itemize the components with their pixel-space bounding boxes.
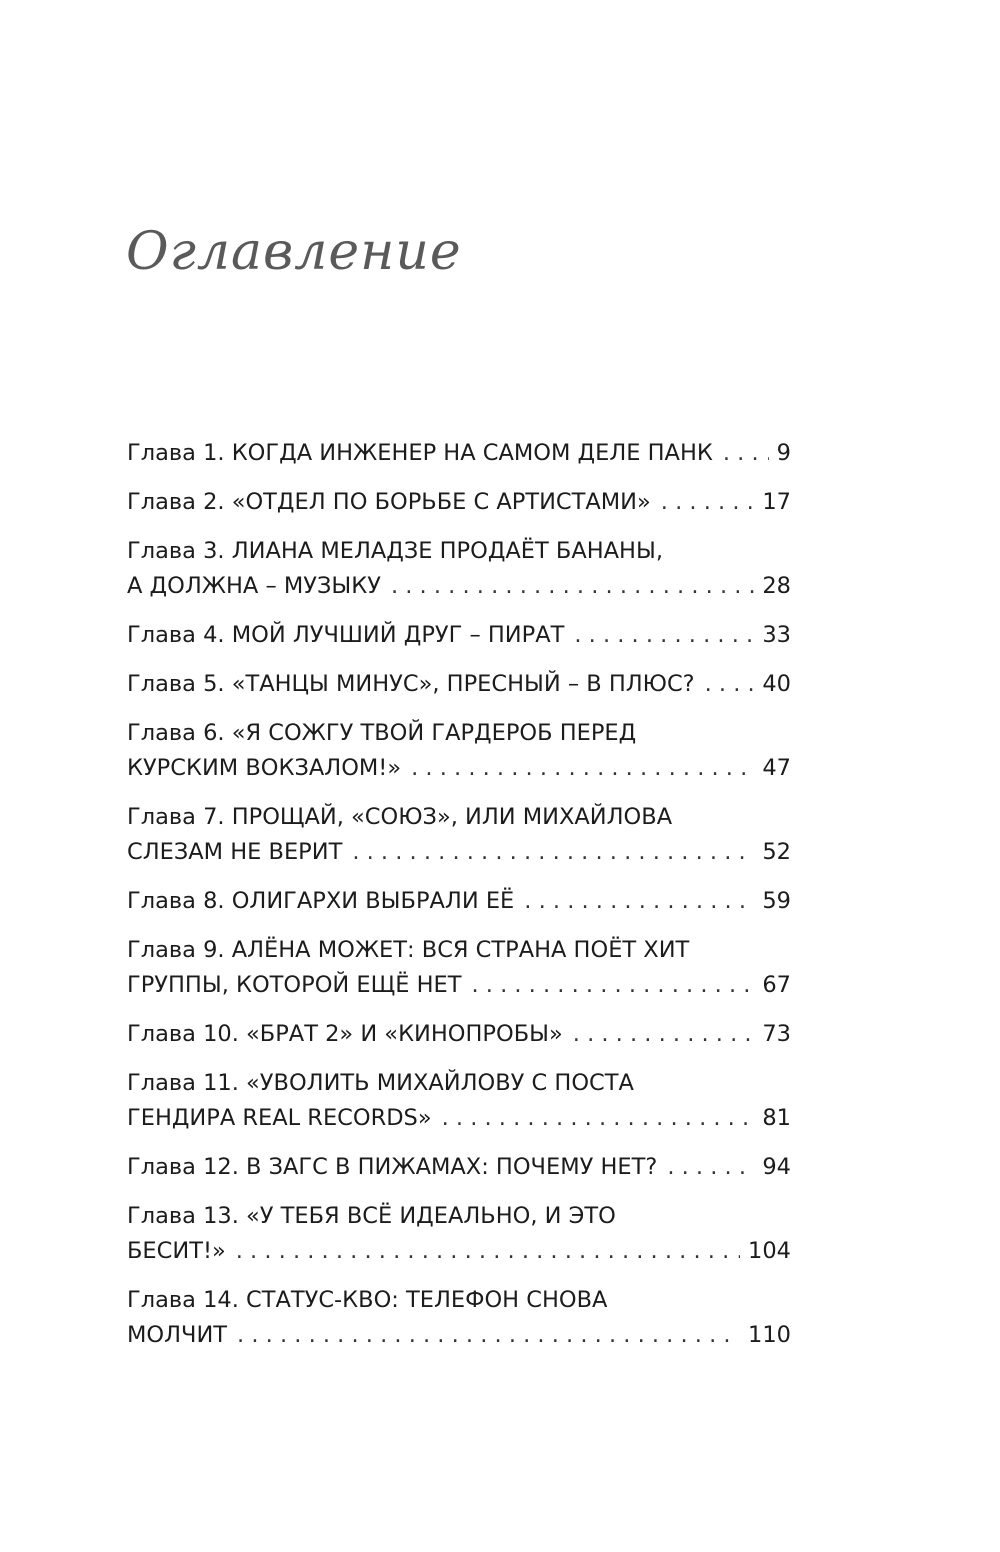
toc-entry-line bbox=[127, 1150, 791, 1185]
toc-entry-line bbox=[127, 485, 791, 520]
toc-entry-title: Глава 14. СТАТУС-КВО: ТЕЛЕФОН СНОВА bbox=[127, 1287, 608, 1313]
toc-entry-line bbox=[127, 1101, 791, 1136]
toc-entry[interactable] bbox=[127, 667, 791, 702]
toc-entry-title: Глава 9. АЛЁНА МОЖЕТ: ВСЯ СТРАНА ПОЁТ ХИТ bbox=[127, 937, 690, 963]
dot-leader bbox=[442, 1101, 755, 1136]
toc-entry[interactable] bbox=[127, 534, 791, 604]
toc-entry-title: ГЕНДИРА REAL RECORDS» bbox=[127, 1105, 432, 1131]
toc-entry-line bbox=[127, 1283, 791, 1318]
toc-page-number: 40 bbox=[762, 671, 791, 697]
toc-entry-title: Глава 7. ПРОЩАЙ, «СОЮЗ», ИЛИ МИХАЙЛОВА bbox=[127, 804, 673, 830]
page-title: Оглавление bbox=[126, 222, 462, 282]
toc-entry-title: Глава 12. В ЗАГС В ПИЖАМАХ: ПОЧЕМУ НЕТ? bbox=[127, 1154, 658, 1180]
dot-leader bbox=[524, 884, 754, 919]
toc-entry-line bbox=[127, 884, 791, 919]
toc-entry[interactable] bbox=[127, 800, 791, 870]
toc-page-number: 81 bbox=[762, 1105, 791, 1131]
toc-entry-title: Глава 3. ЛИАНА МЕЛАДЗЕ ПРОДАЁТ БАНАНЫ, bbox=[127, 538, 663, 564]
dot-leader bbox=[667, 1150, 754, 1185]
toc-page-number: 110 bbox=[748, 1322, 791, 1348]
dot-leader bbox=[391, 569, 754, 604]
dot-leader bbox=[352, 835, 754, 870]
toc-page-number: 67 bbox=[762, 972, 791, 998]
toc-entry-title: Глава 4. МОЙ ЛУЧШИЙ ДРУГ – ПИРАТ bbox=[127, 622, 565, 648]
toc-entry-title: Глава 13. «У ТЕБЯ ВСЁ ИДЕАЛЬНО, И ЭТО bbox=[127, 1203, 616, 1229]
toc-entry-title: Глава 10. «БРАТ 2» И «КИНОПРОБЫ» bbox=[127, 1021, 563, 1047]
toc-entry-line bbox=[127, 968, 791, 1003]
toc-entry-title: СЛЕЗАМ НЕ ВЕРИТ bbox=[127, 839, 343, 865]
toc-entry[interactable] bbox=[127, 1283, 791, 1353]
dot-leader bbox=[573, 1017, 755, 1052]
toc-entry-title: А ДОЛЖНА – МУЗЫКУ bbox=[127, 573, 381, 599]
toc-entry[interactable] bbox=[127, 933, 791, 1003]
toc-page-number: 9 bbox=[776, 440, 791, 466]
toc-entry-line bbox=[127, 618, 791, 653]
toc-entry-line bbox=[127, 1234, 791, 1269]
toc-entry-line bbox=[127, 534, 791, 569]
toc-entry-title: Глава 8. ОЛИГАРХИ ВЫБРАЛИ ЕЁ bbox=[127, 888, 515, 914]
toc-entry-line bbox=[127, 1017, 791, 1052]
toc-entry-line bbox=[127, 436, 791, 471]
dot-leader bbox=[705, 667, 755, 702]
toc-entry-title: ГРУППЫ, КОТОРОЙ ЕЩЁ НЕТ bbox=[127, 972, 462, 998]
table-of-contents bbox=[127, 436, 791, 1367]
toc-entry-line bbox=[127, 667, 791, 702]
dot-leader bbox=[723, 436, 769, 471]
toc-page-number: 33 bbox=[762, 622, 791, 648]
dot-leader bbox=[574, 618, 754, 653]
toc-page-number: 47 bbox=[762, 755, 791, 781]
toc-entry[interactable] bbox=[127, 1017, 791, 1052]
dot-leader bbox=[411, 751, 754, 786]
toc-entry-title: БЕСИТ!» bbox=[127, 1238, 226, 1264]
toc-entry-line bbox=[127, 1066, 791, 1101]
toc-entry[interactable] bbox=[127, 1150, 791, 1185]
toc-entry[interactable] bbox=[127, 436, 791, 471]
toc-entry[interactable] bbox=[127, 485, 791, 520]
toc-page-number: 52 bbox=[762, 839, 791, 865]
toc-page-number: 73 bbox=[762, 1021, 791, 1047]
toc-entry-line bbox=[127, 1318, 791, 1353]
toc-entry-line bbox=[127, 933, 791, 968]
toc-entry[interactable] bbox=[127, 884, 791, 919]
toc-entry-line bbox=[127, 800, 791, 835]
toc-entry[interactable] bbox=[127, 1199, 791, 1269]
toc-entry-title: Глава 5. «ТАНЦЫ МИНУС», ПРЕСНЫЙ – В ПЛЮС? bbox=[127, 671, 695, 697]
toc-page-number: 104 bbox=[748, 1238, 791, 1264]
toc-entry-title: КУРСКИМ ВОКЗАЛОМ!» bbox=[127, 755, 402, 781]
toc-entry-title: МОЛЧИТ bbox=[127, 1322, 228, 1348]
toc-entry-line bbox=[127, 716, 791, 751]
toc-entry-title: Глава 11. «УВОЛИТЬ МИХАЙЛОВУ С ПОСТА bbox=[127, 1070, 634, 1096]
toc-entry-line bbox=[127, 751, 791, 786]
dot-leader bbox=[237, 1318, 740, 1353]
toc-entry-line bbox=[127, 835, 791, 870]
toc-entry[interactable] bbox=[127, 716, 791, 786]
toc-entry-title: Глава 6. «Я СОЖГУ ТВОЙ ГАРДЕРОБ ПЕРЕД bbox=[127, 720, 637, 746]
toc-entry-title: Глава 1. КОГДА ИНЖЕНЕР НА САМОМ ДЕЛЕ ПАНК bbox=[127, 440, 713, 466]
toc-page-number: 28 bbox=[762, 573, 791, 599]
dot-leader bbox=[471, 968, 754, 1003]
toc-entry-line bbox=[127, 569, 791, 604]
toc-page-number: 59 bbox=[762, 888, 791, 914]
toc-entry[interactable] bbox=[127, 1066, 791, 1136]
toc-entry-line bbox=[127, 1199, 791, 1234]
toc-page-number: 94 bbox=[762, 1154, 791, 1180]
dot-leader bbox=[236, 1234, 740, 1269]
toc-entry[interactable] bbox=[127, 618, 791, 653]
toc-page-number: 17 bbox=[762, 489, 791, 515]
dot-leader bbox=[661, 485, 755, 520]
toc-entry-title: Глава 2. «ОТДЕЛ ПО БОРЬБЕ С АРТИСТАМИ» bbox=[127, 489, 651, 515]
